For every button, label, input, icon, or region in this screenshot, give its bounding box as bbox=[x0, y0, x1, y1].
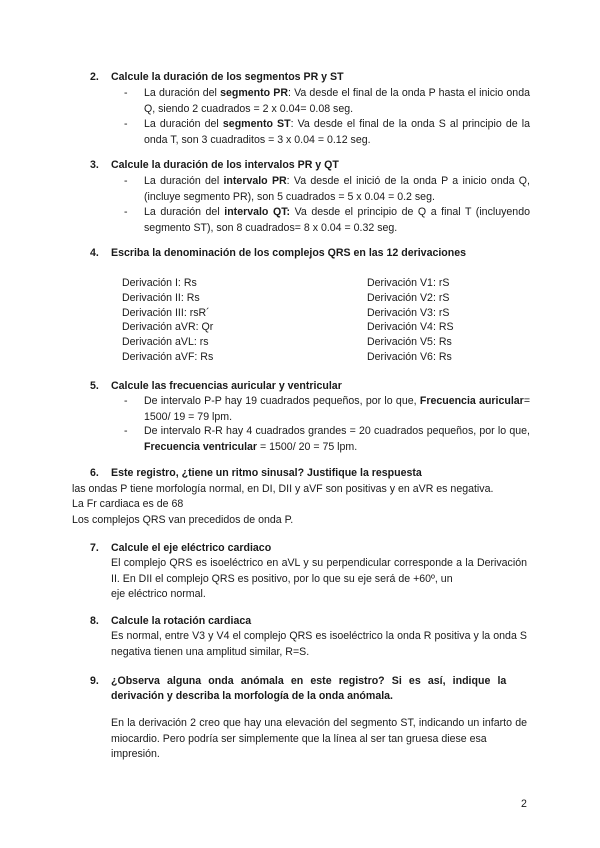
q5-title: Calcule las frecuencias auricular y ventricular bbox=[111, 380, 342, 392]
q6-line-3: Los complejos QRS van precedidos de onda P. bbox=[72, 514, 294, 526]
q8-title: Calcule la rotación cardiaca bbox=[111, 615, 252, 627]
q7-number: 7. bbox=[90, 542, 99, 554]
q8-answer: Es normal, entre V3 y V4 el complejo QRS es isoeléctrico la onda R positiva y la onda S negativa tienen una amplitud similar, R=S. bbox=[111, 630, 527, 658]
derivations-limb-list bbox=[122, 276, 213, 365]
q6-number: 6. bbox=[90, 467, 99, 479]
q3-title: Calcule la duración de los intervalos PR y QT bbox=[111, 159, 339, 171]
derivation-avr: Derivación aVR: Qr bbox=[122, 321, 214, 334]
page-number: 2 bbox=[521, 798, 527, 810]
q6-title: Este registro, ¿tiene un ritmo sinusal? Justifique la respuesta bbox=[111, 467, 422, 479]
derivation-v3: Derivación V3: rS bbox=[367, 306, 450, 319]
q9-number: 9. bbox=[90, 675, 99, 687]
q3-number: 3. bbox=[90, 159, 99, 171]
q2-title: Calcule la duración de los segmentos PR y ST bbox=[111, 71, 344, 83]
q9-answer: En la derivación 2 creo que hay una elevación del segmento ST, indicando un infarto de miocardio. Pero podría ser simplemente que la línea al ser tan gruesa diese esa impresión. bbox=[111, 717, 527, 760]
derivation-avl: Derivación aVL: rs bbox=[122, 336, 209, 349]
q6-line-1: las ondas P tiene morfología normal, en DI, DII y aVF son positivas y en aVR es negativa. bbox=[72, 483, 494, 495]
derivation-v1: Derivación V1: rS bbox=[367, 277, 450, 289]
derivation-v4: Derivación V4: RS bbox=[367, 321, 454, 334]
derivation-v6: Derivación V6: Rs bbox=[367, 350, 452, 363]
q9-title-line-1: ¿Observa alguna onda anómala en este registro? Si es así, indique la bbox=[111, 675, 507, 687]
q6-line-2: La Fr cardiaca es de 68 bbox=[72, 498, 184, 510]
q2-number: 2. bbox=[90, 71, 99, 83]
derivation-avf: Derivación aVF: Rs bbox=[122, 350, 214, 363]
derivation-i: Derivación I: Rs bbox=[122, 277, 197, 289]
q4-number: 4. bbox=[90, 247, 99, 259]
q8-number: 8. bbox=[90, 615, 99, 627]
derivation-v5: Derivación V5: Rs bbox=[367, 336, 452, 349]
derivation-v2: Derivación V2: rS bbox=[367, 291, 450, 304]
q4-title: Escriba la denominación de los complejos QRS en las 12 derivaciones bbox=[111, 247, 467, 259]
q7-answer: El complejo QRS es isoeléctrico en aVL y su perpendicular corresponde a la Derivación II. En DII el complejo QRS es positivo, por lo que su eje será de +60º, un eje eléctrico normal. bbox=[111, 557, 527, 600]
derivation-ii: Derivación II: Rs bbox=[122, 291, 200, 304]
derivations-precordial-list bbox=[367, 276, 454, 365]
q7-title: Calcule el eje eléctrico cardiaco bbox=[111, 542, 272, 554]
q9-title-line-2: derivación y describa la morfología de la onda anómala. bbox=[111, 690, 393, 702]
derivation-iii: Derivación III: rsR´ bbox=[122, 306, 210, 319]
q5-number: 5. bbox=[90, 380, 99, 392]
